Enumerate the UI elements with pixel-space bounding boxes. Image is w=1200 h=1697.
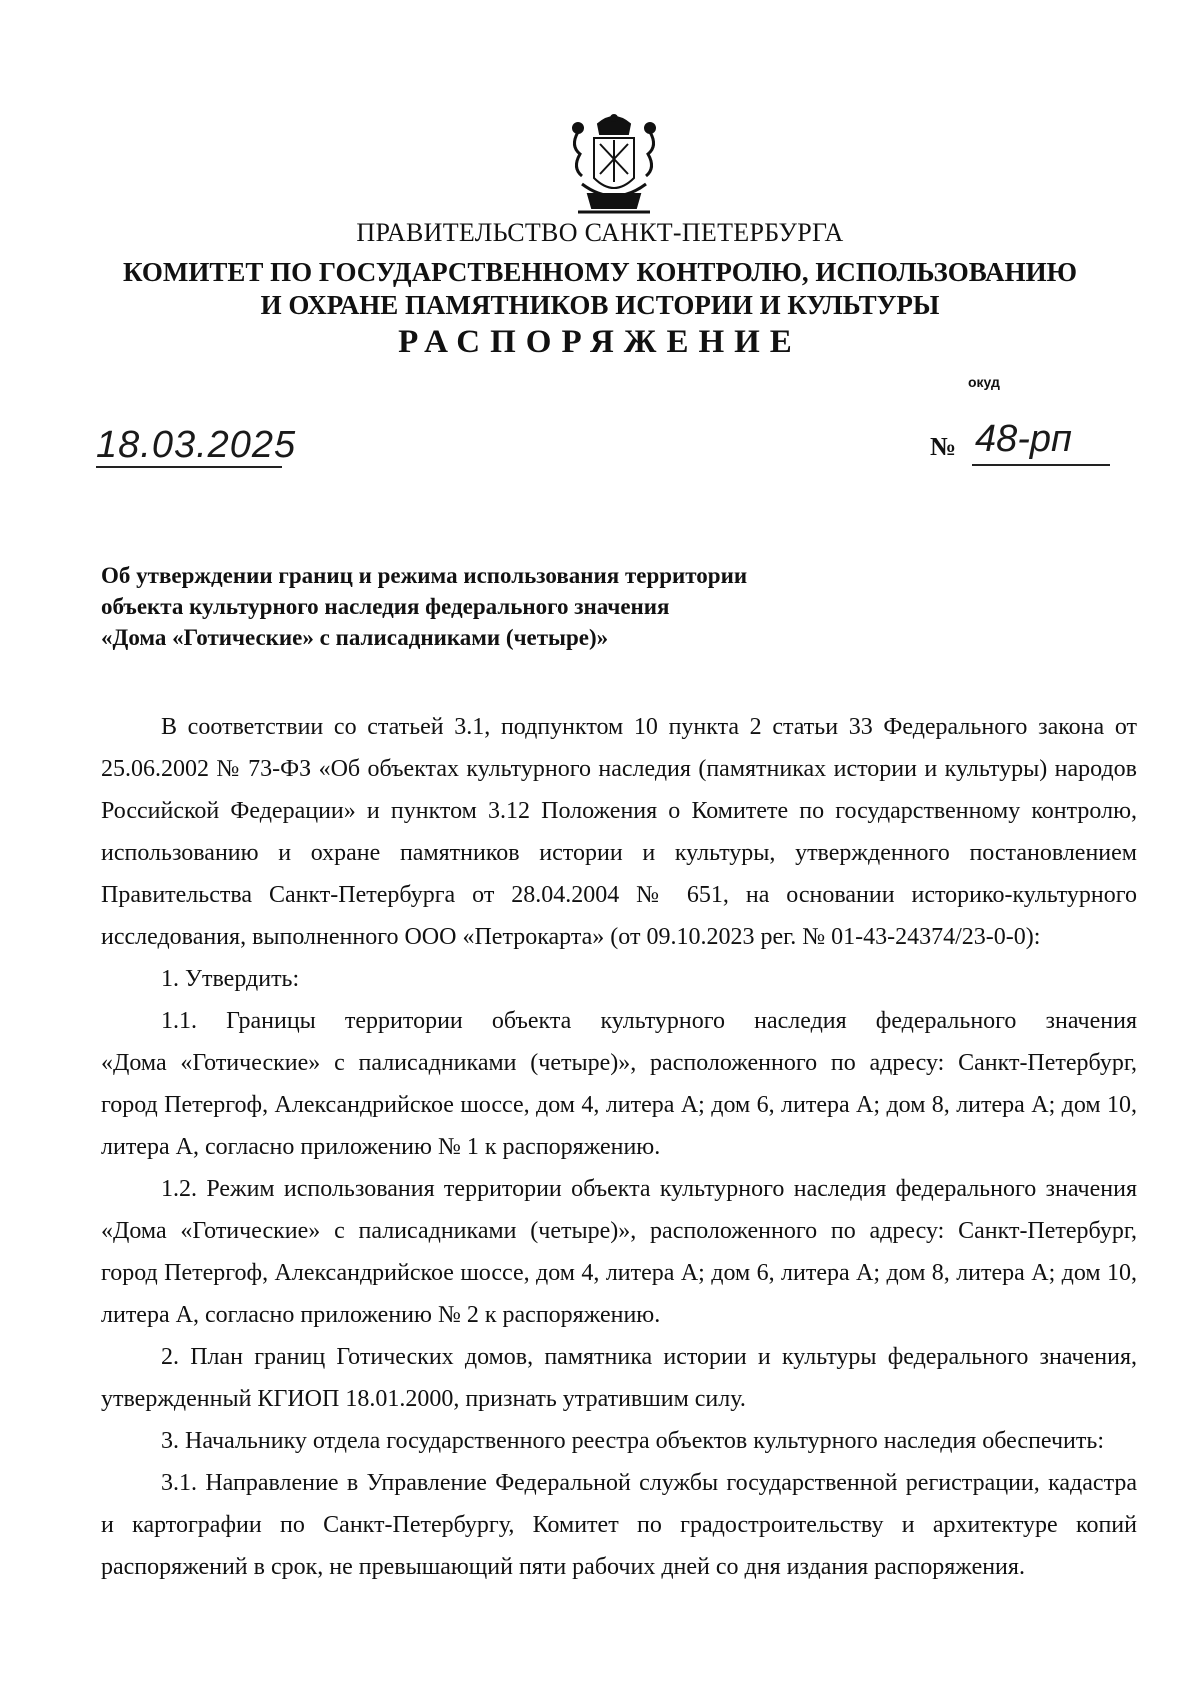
committee-name-line-2: И ОХРАНЕ ПАМЯТНИКОВ ИСТОРИИ И КУЛЬТУРЫ xyxy=(260,290,940,320)
paragraph-line: литера А, согласно приложению № 2 к распоряжению. xyxy=(101,1302,661,1328)
body-paragraph xyxy=(101,706,1137,958)
document-body xyxy=(101,706,1137,1588)
body-paragraph xyxy=(101,1336,1137,1420)
paragraph-line: 3. Начальнику отдела государственного реестра объектов культурного наследия обеспечить: xyxy=(161,1428,1104,1454)
paragraph-line: Российской Федерации» и пунктом 3.12 Положения о Комитете по государственному контролю, xyxy=(101,798,1137,824)
number-underline xyxy=(972,464,1110,466)
number-sign: № xyxy=(930,432,957,461)
body-paragraph xyxy=(101,1420,1137,1462)
body-paragraph xyxy=(101,1462,1137,1588)
paragraph-line: и картографии по Санкт-Петербургу, Комитет по градостроительству и архитектуре копий xyxy=(101,1512,1137,1538)
committee-name-line-1: КОМИТЕТ ПО ГОСУДАРСТВЕННОМУ КОНТРОЛЮ, ИСПОЛЬЗОВАНИЮ xyxy=(123,257,1077,287)
paragraph-line: В соответствии со статьей 3.1, подпунктом 10 пункта 2 статьи 33 Федерального закона от xyxy=(161,714,1137,740)
paragraph-line: город Петергоф, Александрийское шоссе, дом 4, литера А; дом 6, литера А; дом 8, литера А; дом 10, xyxy=(101,1260,1137,1286)
paragraph-line: распоряжений в срок, не превышающий пяти рабочих дней со дня издания распоряжения. xyxy=(101,1554,1025,1580)
paragraph-line: Правительства Санкт-Петербурга от 28.04.2004 № 651, на основании историко-культурного xyxy=(101,882,1137,908)
document-number: 48-рп xyxy=(975,418,1072,460)
paragraph-line: литера А, согласно приложению № 1 к распоряжению. xyxy=(101,1134,661,1160)
okud-label: окуд xyxy=(968,374,1000,390)
paragraph-line: утвержденный КГИОП 18.01.2000, признать утратившим силу. xyxy=(101,1386,746,1412)
title-line: «Дома «Готические» с палисадниками (четыре)» xyxy=(101,625,609,650)
date-underline xyxy=(96,466,282,468)
paragraph-line: 25.06.2002 № 73-ФЗ «Об объектах культурного наследия (памятниках истории и культуры) народов xyxy=(101,756,1137,782)
document-date: 18.03.2025 xyxy=(96,424,297,466)
paragraph-line: 1.1. Границы территории объекта культурного наследия федерального значения xyxy=(161,1008,1137,1034)
paragraph-line: 1.2. Режим использования территории объекта культурного наследия федерального значения xyxy=(161,1176,1137,1202)
body-paragraph xyxy=(101,1000,1137,1168)
paragraph-line: 2. План границ Готических домов, памятника истории и культуры федерального значения, xyxy=(161,1344,1137,1370)
paragraph-line: город Петергоф, Александрийское шоссе, дом 4, литера А; дом 6, литера А; дом 8, литера А; дом 10, xyxy=(101,1092,1137,1118)
body-paragraph xyxy=(101,1168,1137,1336)
government-name: ПРАВИТЕЛЬСТВО САНКТ-ПЕТЕРБУРГА xyxy=(356,218,844,247)
title-line: объекта культурного наследия федерального значения xyxy=(101,594,670,619)
document-type: РАСПОРЯЖЕНИЕ xyxy=(398,324,802,360)
title-line: Об утверждении границ и режима использования территории xyxy=(101,563,748,588)
coat-of-arms-icon xyxy=(568,112,660,218)
paragraph-line: 1. Утвердить: xyxy=(161,966,300,992)
paragraph-line: 3.1. Направление в Управление Федеральной службы государственной регистрации, кадастра xyxy=(161,1470,1137,1496)
paragraph-line: «Дома «Готические» с палисадниками (четыре)», расположенного по адресу: Санкт-Петербург, xyxy=(101,1218,1137,1244)
paragraph-line: использованию и охране памятников истории и культуры, утвержденного постановлением xyxy=(101,840,1137,866)
paragraph-line: исследования, выполненного ООО «Петрокарта» (от 09.10.2023 рег. № 01-43-24374/23-0-0): xyxy=(101,924,1041,950)
paragraph-line: «Дома «Готические» с палисадниками (четыре)», расположенного по адресу: Санкт-Петербург, xyxy=(101,1050,1137,1076)
body-paragraph xyxy=(101,958,1137,1000)
document-title xyxy=(101,560,901,653)
